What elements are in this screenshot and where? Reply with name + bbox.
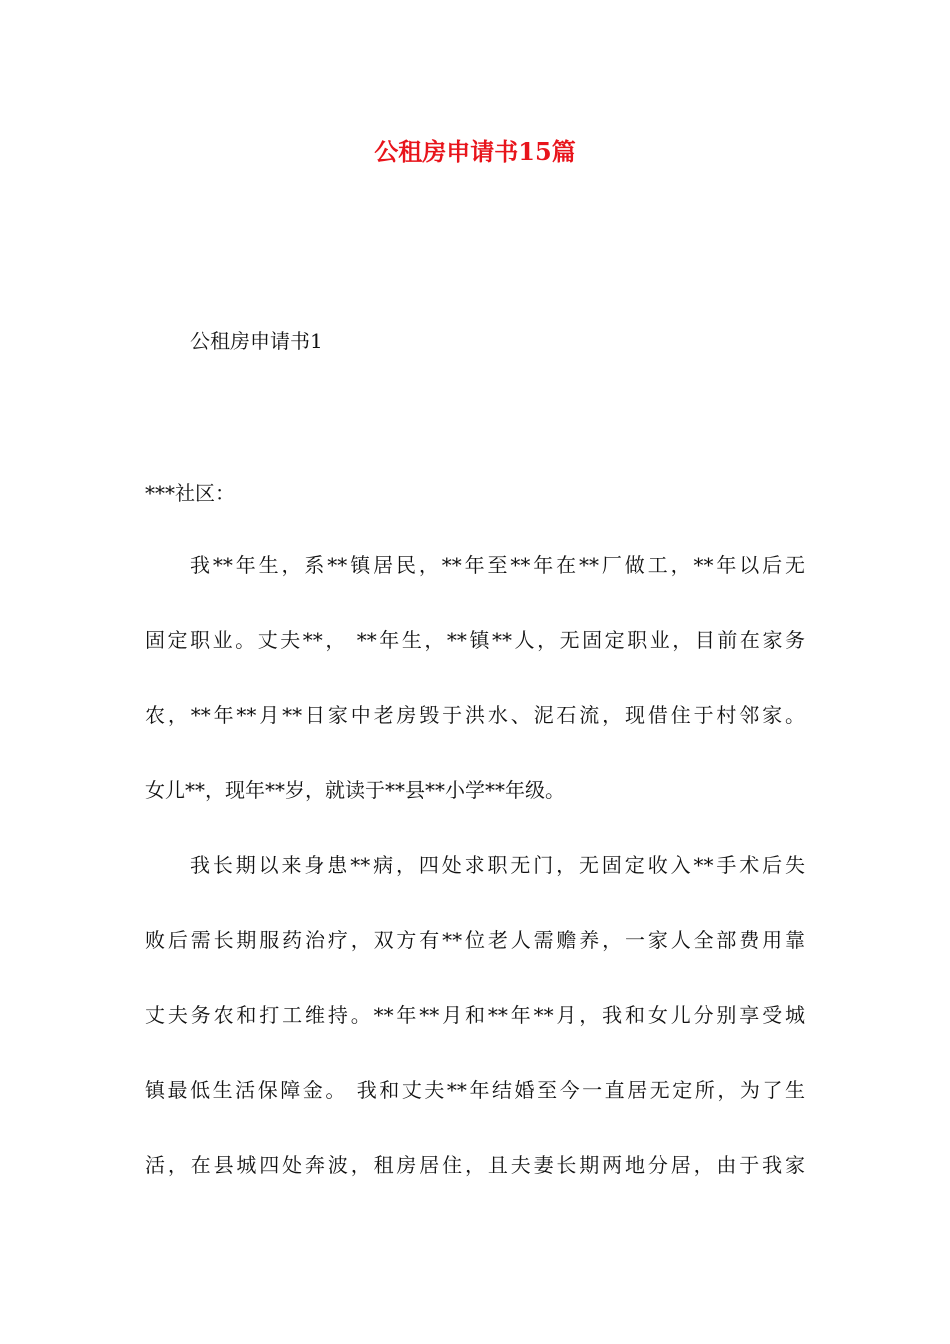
body-line: 我长期以来身患**病，四处求职无门，无固定收入**手术后失 <box>190 853 805 877</box>
body-line: 固定职业。丈夫**， **年生，**镇**人，无固定职业，目前在家务 <box>145 628 805 652</box>
body-line: 我**年生，系**镇居民，**年至**年在**厂做工，**年以后无 <box>190 553 805 577</box>
body-line: 镇最低生活保障金。 我和丈夫**年结婚至今一直居无定所，为了生 <box>145 1078 805 1102</box>
body-line: 败后需长期服药治疗，双方有**位老人需赡养，一家人全部费用靠 <box>145 928 805 952</box>
document-title: 公租房申请书15篇 <box>374 137 576 166</box>
body-line: 丈夫务农和打工维持。**年**月和**年**月，我和女儿分别享受城 <box>145 1003 805 1027</box>
body-line: 活，在县城四处奔波，租房居住，且夫妻长期两地分居，由于我家 <box>145 1153 805 1177</box>
body-line: 女儿**，现年**岁，就读于**县**小学**年级。 <box>145 778 565 802</box>
body-line: 农，**年**月**日家中老房毁于洪水、泥石流，现借住于村邻家。 <box>145 703 805 727</box>
salutation: ***社区： <box>145 481 235 505</box>
section-heading: 公租房申请书1 <box>190 329 323 353</box>
